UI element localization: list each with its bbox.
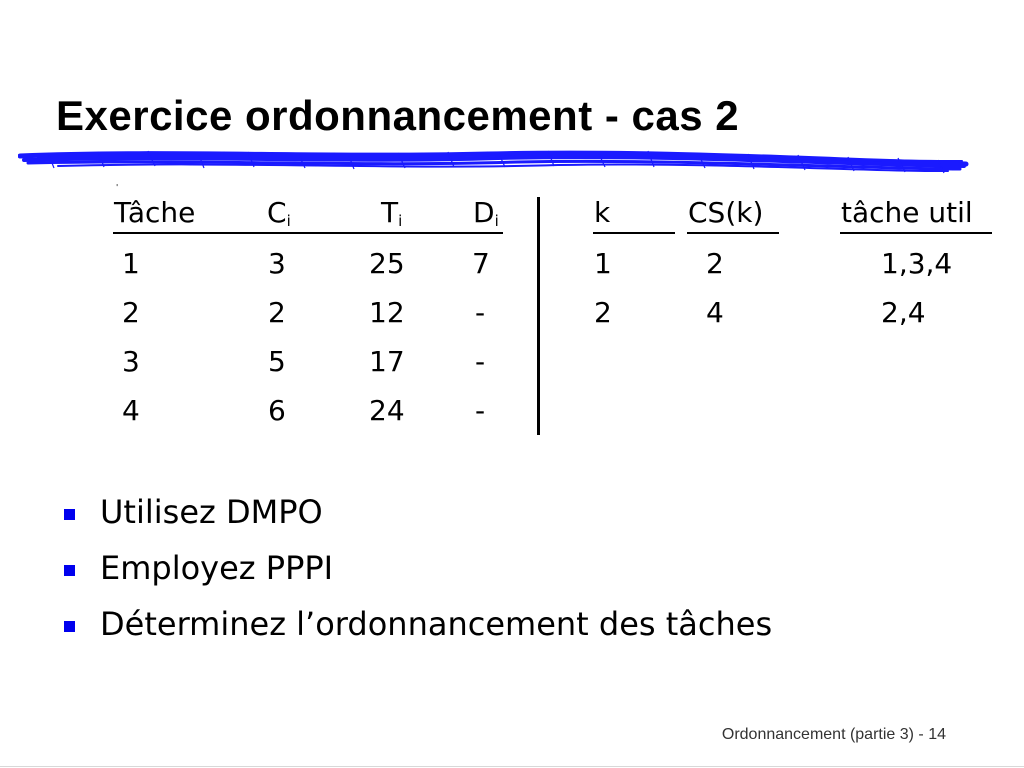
cell-t-3: 17 bbox=[369, 345, 405, 378]
bullet-text: Employez PPPI bbox=[100, 549, 334, 587]
bullet-text: Déterminez l’ordonnancement des tâches bbox=[100, 605, 773, 643]
bottom-divider bbox=[0, 766, 1024, 767]
util-header-underline bbox=[840, 232, 992, 234]
cell-c-1: 3 bbox=[268, 247, 286, 280]
table-separator bbox=[537, 197, 540, 435]
header-di: $D_i$ bbox=[473, 196, 499, 230]
title-underline-brush bbox=[18, 146, 970, 180]
slide-footer: Ordonnancement (partie 3) - 14 bbox=[721, 726, 946, 743]
cell-t-4: 24 bbox=[369, 394, 405, 427]
cell-task-1: 1 bbox=[122, 247, 140, 280]
bullet-text: Utilisez DMPO bbox=[100, 493, 323, 531]
cell-c-4: 6 bbox=[268, 394, 286, 427]
cell-t-1: 25 bbox=[369, 247, 405, 280]
header-task-util: tâche util bbox=[841, 196, 973, 229]
cell-c-3: 5 bbox=[268, 345, 286, 378]
cell-cs-1: 2 bbox=[706, 247, 724, 280]
header-ci: $C_i$ bbox=[267, 196, 291, 230]
cell-task-2: 2 bbox=[122, 296, 140, 329]
task-header-underline bbox=[113, 232, 503, 234]
header-cs: CS(k) bbox=[688, 196, 764, 229]
header-task: Tâche bbox=[114, 196, 196, 229]
cell-k-2: 2 bbox=[594, 296, 612, 329]
square-bullet-icon bbox=[64, 565, 75, 576]
cell-t-2: 12 bbox=[369, 296, 405, 329]
cell-c-2: 2 bbox=[268, 296, 286, 329]
header-k: k bbox=[594, 196, 611, 229]
cell-d-1: 7 bbox=[472, 247, 490, 280]
cell-task-4: 4 bbox=[122, 394, 140, 427]
cell-task-3: 3 bbox=[122, 345, 140, 378]
cell-util-2: 2,4 bbox=[881, 296, 926, 329]
square-bullet-icon bbox=[64, 621, 75, 632]
tick-mark: ' bbox=[116, 183, 119, 192]
cell-d-2: - bbox=[475, 296, 486, 329]
slide-title: Exercice ordonnancement - cas 2 bbox=[56, 92, 740, 139]
cell-k-1: 1 bbox=[594, 247, 612, 280]
header-ti: $T_i$ bbox=[381, 196, 403, 230]
cell-d-4: - bbox=[475, 394, 486, 427]
cell-util-1: 1,3,4 bbox=[881, 247, 953, 280]
cell-cs-2: 4 bbox=[706, 296, 724, 329]
cell-d-3: - bbox=[475, 345, 486, 378]
square-bullet-icon bbox=[64, 509, 75, 520]
cs-header-underline bbox=[687, 232, 779, 234]
k-header-underline bbox=[593, 232, 675, 234]
